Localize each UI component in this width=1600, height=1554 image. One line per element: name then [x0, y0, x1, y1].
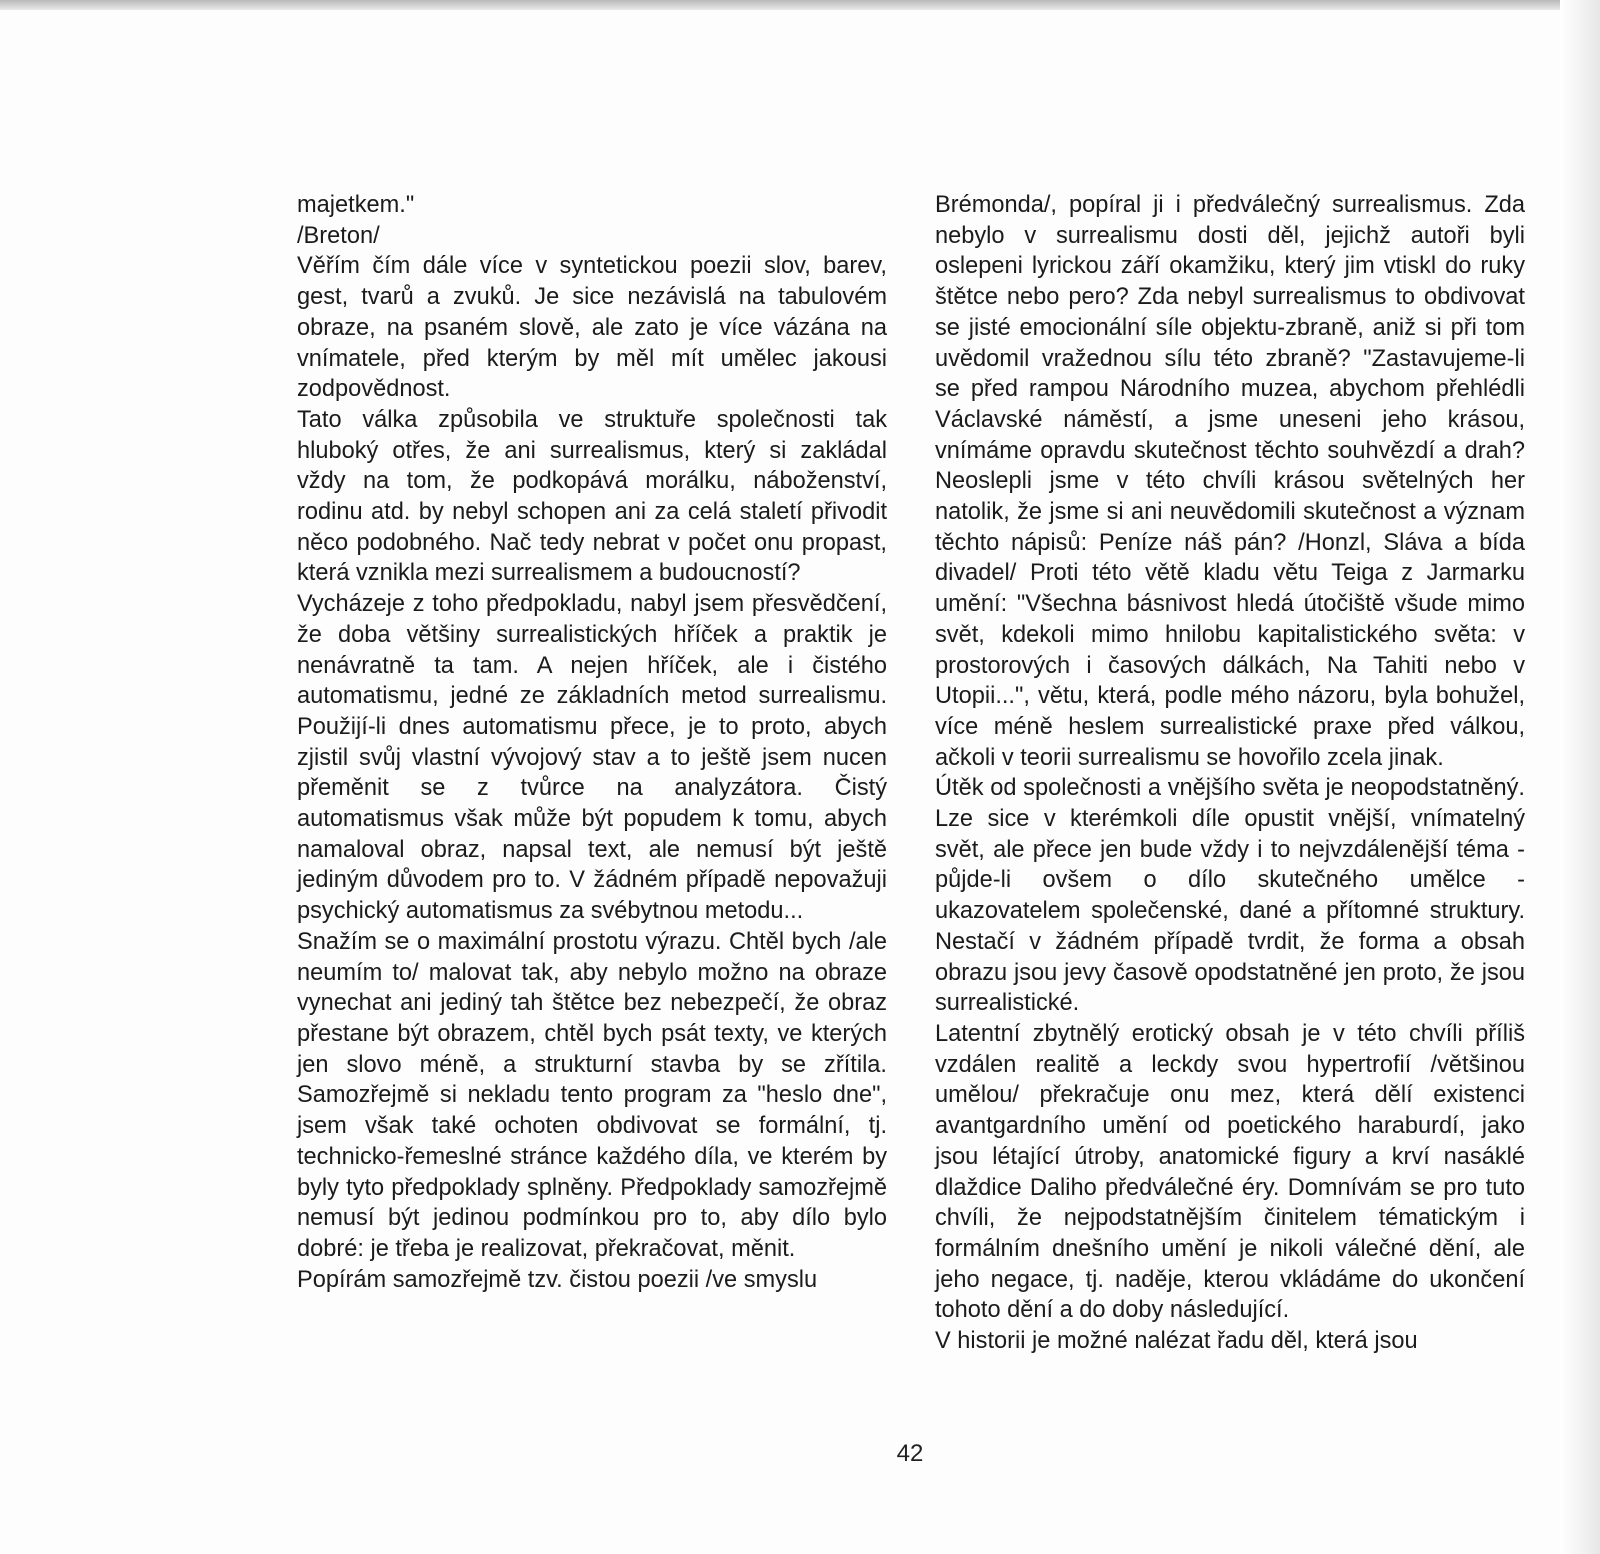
page-top-edge — [0, 0, 1600, 10]
paragraph: V historii je možné nalézat řadu děl, která jsou — [935, 1328, 1418, 1355]
paragraph: Popírám samozřejmě tzv. čistou poezii /ve smyslu — [297, 1266, 818, 1293]
paragraph: Tato válka způsobila ve struktuře společnosti tak hluboký otřes, že ani surrealismus, který si zakládal vždy na tom, že podkopává morálku, náboženství, rodinu atd. by nebyl schopen ani za celá staletí přivodit něco podobného. Nač tedy nebrat v počet onu propast, která vznikla mezi surrealismem a budoucností? — [297, 406, 887, 587]
paragraph: /Breton/ — [297, 222, 380, 249]
paragraph: Snažím se o maximální prostotu výrazu. Chtěl bych /ale neumím to/ malovat tak, aby nebylo možno na obraze vynechat ani jediný tah štětce bez nebezpečí, že obraz přestane být obrazem, chtěl bych psát texty, ve kterých jen slovo méně, a strukturní stavba by se zřítila. Samozřejmě si nekladu tento program za "heslo dne", jsem však také ochoten obdivovat se formální, tj. technicko-řemeslné stránce každého díla, ve kterém by byly tyto předpoklady splněny. Předpoklady samozřejmě nemusí být jedinou podmínkou pro to, aby dílo bylo dobré: je třeba je realizovat, překračovat, měnit. — [297, 928, 887, 1262]
page-binding-shadow — [1560, 0, 1600, 1554]
paragraph: Latentní zbytnělý erotický obsah je v této chvíli příliš vzdálen realitě a leckdy svou hypertrofií /většinou umělou/ překračuje onu mez, která dělí existenci avantgardního umění od poetického haraburdí, jako jsou létající útroby, anatomické figury a krví nasáklé dlaždice Daliho předválečné éry. Domnívám se pro tuto chvíli, že nejpodstatnějším činitelem tématickým i formálním dnešního umění je nikoli válečné dění, ale jeho negace, tj. naděje, kterou vkládáme do ukončení tohoto dění a do doby následující. — [935, 1020, 1525, 1324]
left-text-column — [297, 190, 887, 1295]
paragraph: Vycházeje z toho předpokladu, nabyl jsem přesvědčení, že doba většiny surrealistických hříček a praktik je nenávratně ta tam. A nejen hříček, ale i čistého automatismu, jedné ze základních metod surrealismu. Použijí-li dnes automatismu přece, je to proto, abych zjistil svůj vlastní vývojový stav a to ještě jsem nucen přeměnit se z tvůrce na analyzátora. Čistý automatismus však může být popudem k tomu, abych namaloval obraz, napsal text, ale nemusí být ještě jediným důvodem pro to. V žádném případě nepovažuji psychický automatismus za svébytnou metodu... — [297, 591, 887, 925]
paragraph: Věřím čím dále více v syntetickou poezii slov, barev, gest, tvarů a zvuků. Je sice nezávislá na tabulovém obraze, na psaném slově, ale zato je více vázána na vnímatele, před kterým by měl mít umělec jakousi zodpovědnost. — [297, 253, 887, 403]
paragraph: majetkem." — [297, 192, 415, 218]
right-text-column — [935, 190, 1525, 1357]
paragraph: Brémonda/, popíral ji i předválečný surrealismus. Zda nebylo v surrealismu dosti děl, jejichž autoři byli oslepeni lyrickou září okamžiku, který jim vtiskl do ruky štětce nebo pero? Zda nebyl surrealismus to obdivovat se jisté emocionální síle objektu-zbraně, aniž si při tom uvědomil vražednou sílu této zbraně? "Zastavujeme-li se před rampou Národního muzea, abychom přehlédli Václavské náměstí, a jsme uneseni jeho krásou, vnímáme opravdu skutečnost těchto souhvězdí a drah? Neoslepli jsme v této chvíli krásou světelných her natolik, že jsme si ani neuvědomili skutečnost a význam těchto nápisů: Peníze náš pán? /Honzl, Sláva a bída divadel/ Proti této větě kladu větu Teiga z Jarmarku umění: "Všechna básnivost hledá útočiště všude mimo svět, kdekoli mimo hnilobu kapitalistického světa: v prostorových i časových dálkách, Na Tahiti nebo v Utopii...", větu, která, podle mého názoru, byla bohužel, více méně heslem surrealistické praxe před válkou, ačkoli v teorii surrealismu se hovořilo zcela jinak. — [935, 192, 1525, 771]
paragraph: Útěk od společnosti a vnějšího světa je neopodstatněný. Lze sice v kterémkoli díle opustit vnější, vnímatelný svět, ale přece jen bude vždy i to nejvzdálenější téma - půjde-li ovšem o dílo skutečného umělce - ukazovatelem společenské, dané a přítomné struktury. Nestačí v žádném případě tvrdit, že forma a obsah obrazu jsou jevy časově opodstatněné jen proto, že jsou surrealistické. — [935, 775, 1525, 1017]
page-number: 42 — [896, 1440, 924, 1467]
